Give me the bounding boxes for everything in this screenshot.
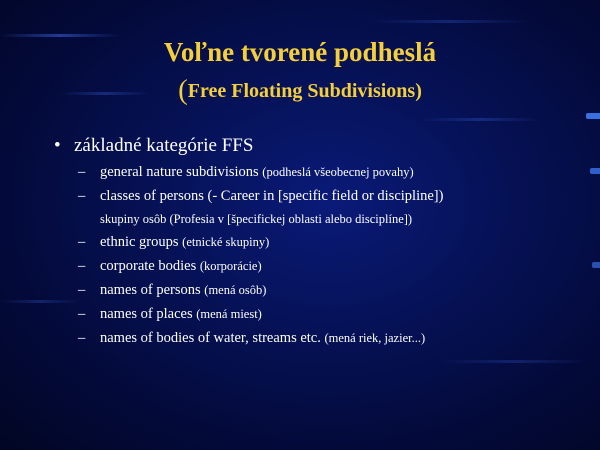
sub-bullet-item [78,326,578,350]
item-english: names of places [100,306,197,322]
decorative-edge-bar [592,262,600,268]
bullet-icon: • [54,135,61,156]
item-slovak: (mená osôb) [204,283,267,297]
dash-icon: – [78,164,86,180]
sub-bullet-item [78,302,578,326]
decorative-streak [0,300,80,303]
item-english: names of bodies of water, streams etc. [100,330,325,346]
item-slovak: (mená riek, jazier...) [324,331,426,345]
item-slovak: (mená miest) [196,307,262,321]
decorative-streak [370,20,530,23]
dash-icon: – [78,282,86,298]
dash-icon: – [78,306,86,322]
item-english: ethnic groups [100,234,183,250]
decorative-edge-bar [586,113,600,119]
item-english: classes of persons (- Career in [specific field or discipline]) [100,188,444,204]
item-english: names of persons [100,282,205,298]
sub-bullet-list [78,160,578,350]
subtitle-open-paren: ( [178,74,188,106]
sub-bullet-item-continuation: skupiny osôb (Profesia v [špecifickej oblasti alebo disciplíne]) [100,212,413,226]
sub-bullet-item [78,254,578,278]
decorative-edge-bar [590,168,600,174]
item-slovak: (podheslá všeobecnej povahy) [262,165,414,179]
sub-bullet-item [78,160,578,184]
dash-icon: – [78,188,86,204]
dash-icon: – [78,234,86,250]
main-bullet-text: základné kategórie FFS [74,135,254,156]
main-bullet [54,134,253,158]
sub-bullet-item [78,184,578,208]
sub-bullet-item [78,278,578,302]
item-slovak: (etnické skupiny) [182,235,270,249]
slide-title: Voľne tvorené podheslá [163,37,437,67]
slide-subtitle [0,74,600,107]
decorative-streak [440,360,590,363]
dash-icon: – [78,330,86,346]
dash-icon: – [78,258,86,274]
decorative-streak [420,118,540,121]
subtitle-text: Free Floating Subdivisions) [187,80,422,102]
item-english: corporate bodies [100,258,200,274]
sub-bullet-item [78,230,578,254]
item-english: general nature subdivisions [100,164,263,180]
item-slovak: (korporácie) [199,259,262,273]
